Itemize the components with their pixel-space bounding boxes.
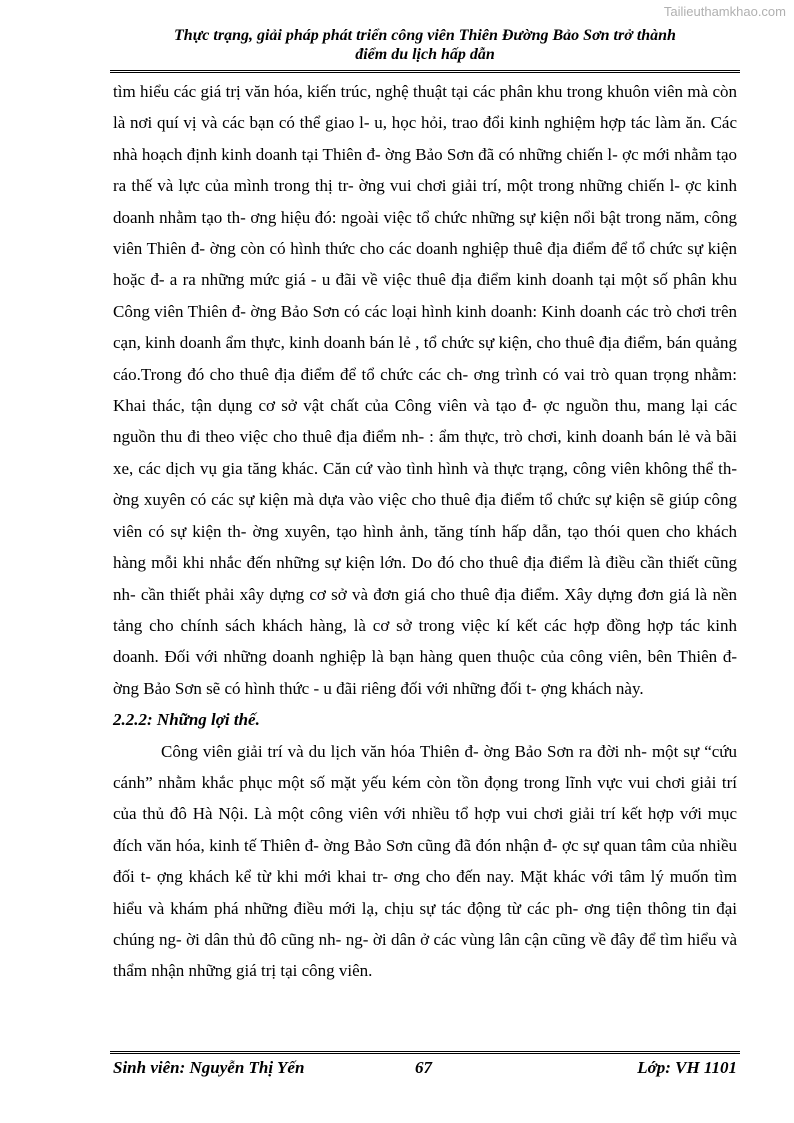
header-title-line-1: Thực trạng, giải pháp phát triển công viên Thiên Đường Bảo Sơn trở thành bbox=[174, 27, 676, 44]
footer-divider bbox=[110, 1051, 740, 1054]
header-title-line-2: điểm du lịch hấp dẫn bbox=[355, 46, 495, 63]
document-body bbox=[113, 76, 737, 987]
footer-student: Sinh viên: Nguyễn Thị Yến bbox=[113, 1058, 305, 1077]
footer-page-number: 67 bbox=[415, 1058, 432, 1077]
watermark: Tailieuthamkhao.com bbox=[663, 4, 786, 19]
header-divider bbox=[110, 70, 740, 73]
paragraph-2: Công viên giải trí và du lịch văn hóa Thiên đ- ờng Bảo Sơn ra đời nh- một sự “cứu cánh” nhằm khắc phục một số mặt yếu kém còn tồn đọng trong lĩnh vực vui chơi giải trí của thủ đô Hà Nội. Là một công viên với nhiều tổ hợp vui chơi giải trí kết hợp với mục đích văn hóa, kinh tế Thiên đ- ờng Bảo Sơn cũng đã đón nhận đ- ợc sự quan tâm của nhiều đối t- ợng khách kể từ khi mới khai tr- ơng cho đến nay. Mặt khác với tâm lý muốn tìm hiểu và khám phá những điều mới lạ, chịu sự tác động từ các ph- ơng tiện thông tin đại chúng ng- ời dân thủ đô cũng nh- ng- ời dân ở các vùng lân cận cũng về đây để tìm hiểu và thẩm nhận những giá trị tại công viên. bbox=[113, 741, 737, 981]
page-header bbox=[110, 26, 740, 64]
footer-class: Lớp: VH 1101 bbox=[637, 1058, 737, 1077]
section-heading: 2.2.2: Những lợi thế. bbox=[113, 710, 260, 730]
paragraph-1: tìm hiểu các giá trị văn hóa, kiến trúc, nghệ thuật tại các phân khu trong khuôn viên mà còn là nơi quí vị và các bạn có thể giao l- u, học hỏi, trao đổi kinh nghiệm hợp tác làm ăn. Các nhà hoạch định kinh doanh tại Thiên đ- ờng Bảo Sơn đã có những chiến l- ợc mới nhằm tạo ra thế và lực của mình trong thị tr- ờng vui chơi giải trí, một trong những chiến l- ợc kinh doanh nhằm tạo th- ơng hiệu đó: ngoài việc tổ chức những sự kiện nổi bật trong năm, công viên Thiên đ- ờng còn có hình thức cho các doanh nghiệp thuê địa điểm để tổ chức sự kiện hoặc đ- a ra những mức giá - u đãi về việc thuê địa điểm kinh doanh tại một số phân khu Công viên Thiên đ- ờng Bảo Sơn có các loại hình kinh doanh: Kinh doanh các trò chơi trên cạn, kinh doanh ẩm thực, kinh doanh bán lẻ , tổ chức sự kiện, cho thuê địa điểm, bán quảng cáo.Trong đó cho thuê địa điểm để tổ chức các ch- ơng trình có vai trò quan trọng nhằm: Khai thác, tận dụng cơ sở vật chất của Công viên và tạo đ- ợc nguồn thu, mang lại các nguồn thu đi theo việc cho thuê địa điểm nh- : ẩm thực, trò chơi, kinh doanh bán lẻ và bãi xe, các dịch vụ gia tăng khác. Căn cứ vào tình hình và thực trạng, công viên không thể th- ờng xuyên có các sự kiện mà dựa vào việc cho thuê địa điểm tổ chức sự kiện sẽ giúp công viên có sự kiện th- ờng xuyên, tạo hình ảnh, tăng tính hấp dẫn, tạo thói quen cho khách hàng mỗi khi nhắc đến những sự kiện lớn. Do đó cho thuê địa điểm là điều cần thiết cũng nh- cần thiết phải xây dựng cơ sở và đơn giá cho thuê địa điểm. Xây dựng đơn giá là nền tảng cho chính sách khách hàng, là cơ sở trong việc kí kết các hợp đồng hợp tác kinh doanh. Đối với những doanh nghiệp là bạn hàng quen thuộc của công viên, bên Thiên đ- ờng Bảo Sơn sẽ có hình thức - u đãi riêng đối với những đối t- ợng khách này. bbox=[113, 82, 737, 698]
